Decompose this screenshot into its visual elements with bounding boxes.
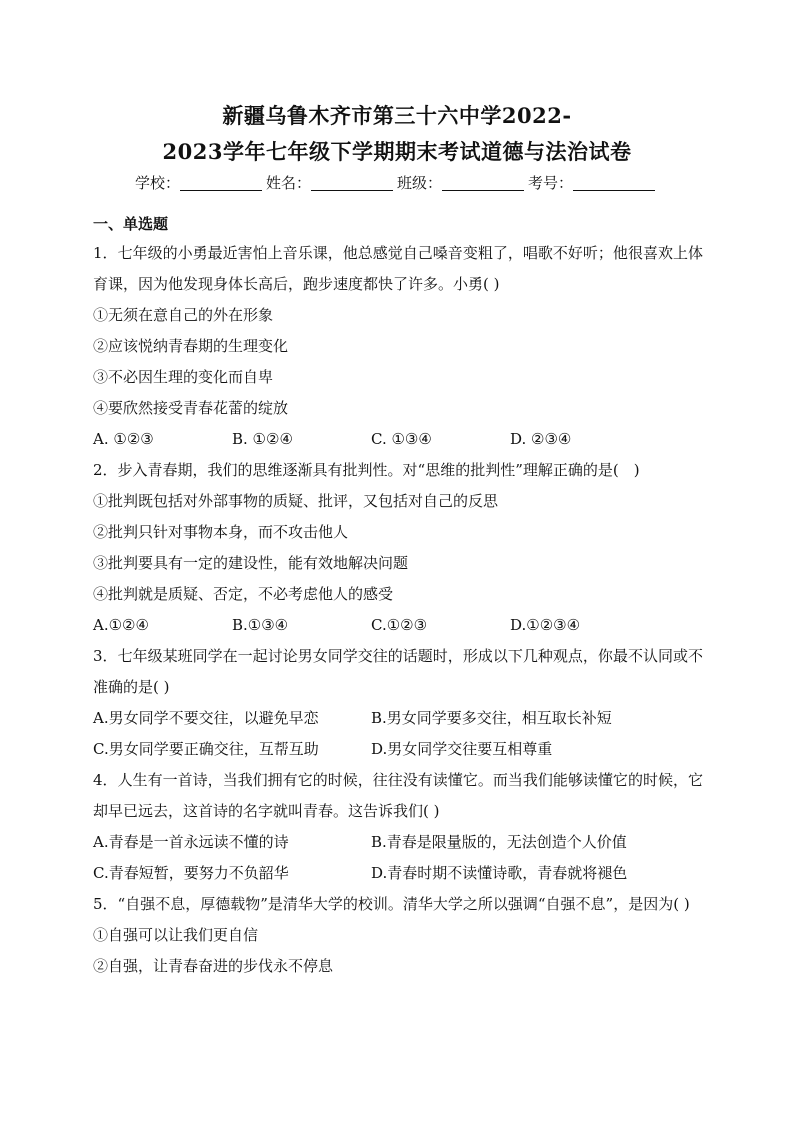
student-info-line xyxy=(0,172,794,193)
statement-item: ①批判既包括对外部事物的质疑、批评，又包括对自己的反思 xyxy=(93,492,499,510)
question-5 xyxy=(93,889,703,982)
option-a: A.男女同学不要交往，以避免早恋 xyxy=(93,709,319,727)
statement-item: ②自强，让青春奋进的步伐永不停息 xyxy=(93,957,334,975)
answer-options-row1 xyxy=(93,703,703,734)
answer-options xyxy=(93,424,703,455)
answer-options-row2 xyxy=(93,858,703,889)
class-blank xyxy=(442,174,524,191)
answer-options-row2 xyxy=(93,734,703,765)
section-title: 一、单选题 xyxy=(93,215,169,233)
option-c: C.①②③ xyxy=(371,616,428,634)
option-a: A.青春是一首永远读不懂的诗 xyxy=(93,833,289,851)
statement-item: ①无须在意自己的外在形象 xyxy=(93,306,274,324)
statement-item: ③不必因生理的变化而自卑 xyxy=(93,368,274,386)
question-1 xyxy=(93,238,703,455)
question-3 xyxy=(93,641,703,765)
statement-item: ②应该悦纳青春期的生理变化 xyxy=(93,337,289,355)
name-blank xyxy=(311,174,393,191)
statement-item: ②批判只针对事物本身，而不攻击他人 xyxy=(93,523,349,541)
question-stem: 1．七年级的小勇最近害怕上音乐课，他总感觉自己嗓音变粗了，唱歌不好听；他很喜欢上体育课，因为他发现身体长高后，跑步速度都快了许多。小勇( ) xyxy=(93,244,703,293)
option-d: D. ②③④ xyxy=(510,430,572,448)
school-label: 学校： xyxy=(134,174,180,192)
statement-item: ④批判就是质疑、否定，不必考虑他人的感受 xyxy=(93,585,394,603)
name-label: 姓名： xyxy=(265,174,311,192)
option-c: C.青春短暂，要努力不负韶华 xyxy=(93,864,289,882)
option-b: B. ①②④ xyxy=(232,430,293,448)
class-label: 班级： xyxy=(397,174,443,192)
statement-item: ④要欣然接受青春花蕾的绽放 xyxy=(93,399,289,417)
option-b: B.①③④ xyxy=(232,616,289,634)
statement-item: ①自强可以让我们更自信 xyxy=(93,926,259,944)
option-c: C.男女同学要正确交往，互帮互助 xyxy=(93,740,319,758)
option-a: A.①②④ xyxy=(93,616,149,634)
exam-title-line1: 新疆乌鲁木齐市第三十六中学2022- xyxy=(222,103,572,128)
answer-options xyxy=(93,610,703,641)
question-2 xyxy=(93,455,703,641)
question-stem: 5．“自强不息，厚德载物”是清华大学的校训。清华大学之所以强调“自强不息”，是因为( ) xyxy=(93,895,690,913)
question-stem: 4．人生有一首诗，当我们拥有它的时候，往往没有读懂它。而当我们能够读懂它的时候，它却早已远去，这首诗的名字就叫青春。这告诉我们( ) xyxy=(93,771,703,820)
option-b: B.男女同学要多交往，相互取长补短 xyxy=(371,709,612,727)
option-d: D.男女同学交往要互相尊重 xyxy=(371,740,553,758)
option-a: A. ①②③ xyxy=(93,430,154,448)
option-b: B.青春是限量版的，无法创造个人价值 xyxy=(371,833,627,851)
question-stem: 2．步入青春期，我们的思维逐渐具有批判性。对“思维的批判性”理解正确的是( ) xyxy=(93,461,640,479)
answer-options-row1 xyxy=(93,827,703,858)
option-d: D.①②③④ xyxy=(510,616,581,634)
exam-number-blank xyxy=(573,174,655,191)
question-stem: 3．七年级某班同学在一起讨论男女同学交往的话题时，形成以下几种观点，你最不认同或不准确的是( ) xyxy=(93,647,703,696)
question-list xyxy=(93,208,703,982)
question-4 xyxy=(93,765,703,889)
school-blank xyxy=(180,174,262,191)
option-c: C. ①③④ xyxy=(371,430,432,448)
exam-number-label: 考号： xyxy=(528,174,574,192)
option-d: D.青春时期不读懂诗歌，青春就将褪色 xyxy=(371,864,628,882)
exam-title-line2: 2023学年七年级下学期期末考试道德与法治试卷 xyxy=(162,139,632,164)
statement-item: ③批判要具有一定的建设性，能有效地解决问题 xyxy=(93,554,409,572)
